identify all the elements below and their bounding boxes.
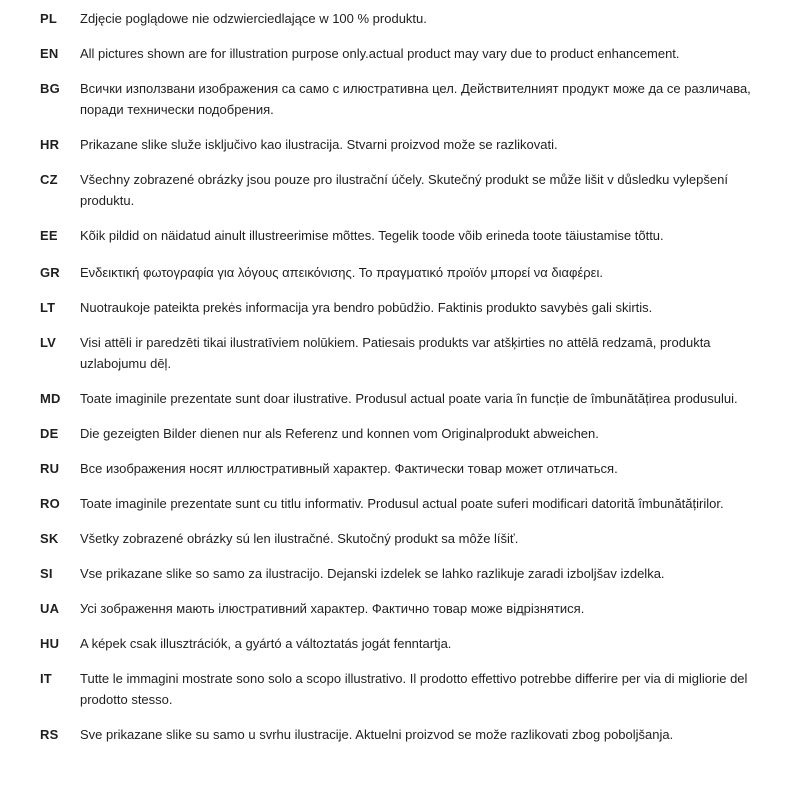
disclaimer-text: Die gezeigten Bilder dienen nur als Referenz und konnen vom Originalprodukt abweichen. [80,426,599,441]
language-code: LT [40,300,56,315]
language-code: RU [40,461,60,476]
disclaimer-text: Vse prikazane slike so samo za ilustracijo. Dejanski izdelek se lahko razlikuje zaradi izboljšav izdelka. [80,566,665,581]
disclaimer-text: All pictures shown are for illustration purpose only.actual product may vary due to product enhancement. [80,46,680,61]
disclaimer-rows [40,8,770,745]
disclaimer-row [40,262,770,283]
disclaimer-row [40,528,770,549]
disclaimer-text: Ενδεικτική φωτογραφία για λόγους απεικόνισης. Το πραγματικό προϊόν μπορεί να διαφέρει. [80,265,603,280]
disclaimer-row [40,458,770,479]
disclaimer-text: Sve prikazane slike su samo u svrhu ilustracije. Aktuelni proizvod se može razlikovati zbog poboljšanja. [80,727,674,742]
language-code: BG [40,81,60,96]
disclaimer-text: Zdjęcie poglądowe nie odzwierciedlające w 100 % produktu. [80,11,427,26]
disclaimer-row [40,332,770,374]
disclaimer-row [40,43,770,64]
disclaimer-text: Nuotraukoje pateikta prekės informacija yra bendro pobūdžio. Faktinis produkto savybės gali skirtis. [80,300,653,315]
disclaimer-text: Visi attēli ir paredzēti tikai ilustratīviem nolūkiem. Patiesais produkts var atšķirties no attēlā redzamā, produkta uzlabojumu dēļ. [80,335,711,371]
disclaimer-text: Všetky zobrazené obrázky sú len ilustračné. Skutočný produkt sa môže líšiť. [80,531,519,546]
disclaimer-text: Tutte le immagini mostrate sono solo a scopo illustrativo. Il prodotto effettivo potrebbe differire per via di migliorie del prodotto stesso. [80,671,748,707]
disclaimer-row [40,78,770,120]
language-code: GR [40,265,60,280]
disclaimer-text: Kõik pildid on näidatud ainult illustreerimise mõttes. Tegelik toode võib erineda toote täiustamise tõttu. [80,228,664,243]
disclaimer-text: Toate imaginile prezentate sunt cu titlu informativ. Produsul actual poate suferi modificari datorită îmbunătățirilor. [80,496,724,511]
language-code: CZ [40,172,58,187]
disclaimer-row [40,297,770,318]
language-code: RO [40,496,60,511]
disclaimer-row [40,225,770,246]
disclaimer-text: Всички използвани изображения са само с илюстративна цел. Действителният продукт може да се различава, поради технически подобрения. [80,81,751,117]
language-code: EN [40,46,59,61]
language-code: RS [40,727,59,742]
disclaimer-row [40,724,770,745]
language-code: UA [40,601,60,616]
language-code: PL [40,11,58,26]
disclaimer-text: Все изображения носят иллюстративный характер. Фактически товар может отличаться. [80,461,618,476]
disclaimer-text: A képek csak illusztrációk, a gyártó a változtatás jogát fenntartja. [80,636,452,651]
disclaimer-text: Všechny zobrazené obrázky jsou pouze pro ilustrační účely. Skutečný produkt se může lišit v důsledku vylepšení produktu. [80,172,728,208]
disclaimer-text: Prikazane slike služe isključivo kao ilustracija. Stvarni proizvod može se razlikovati. [80,137,558,152]
disclaimer-text: Усі зображення мають ілюстративний характер. Фактично товар може відрізнятися. [80,601,585,616]
disclaimer-row [40,493,770,514]
language-code: HR [40,137,60,152]
disclaimer-row [40,598,770,619]
language-code: LV [40,335,57,350]
disclaimer-row [40,8,770,29]
disclaimer-row [40,633,770,654]
language-code: EE [40,228,58,243]
disclaimer-row [40,388,770,409]
language-code: SK [40,531,59,546]
language-code: SI [40,566,53,581]
disclaimer-row [40,134,770,155]
language-code: HU [40,636,60,651]
disclaimer-row [40,169,770,211]
language-code: MD [40,391,61,406]
disclaimer-row [40,563,770,584]
language-code: IT [40,671,52,686]
disclaimer-row [40,668,770,710]
disclaimer-row [40,423,770,444]
language-code: DE [40,426,59,441]
disclaimer-text: Toate imaginile prezentate sunt doar ilustrative. Produsul actual poate varia în funcție de îmbunătățirea produsului. [80,391,738,406]
